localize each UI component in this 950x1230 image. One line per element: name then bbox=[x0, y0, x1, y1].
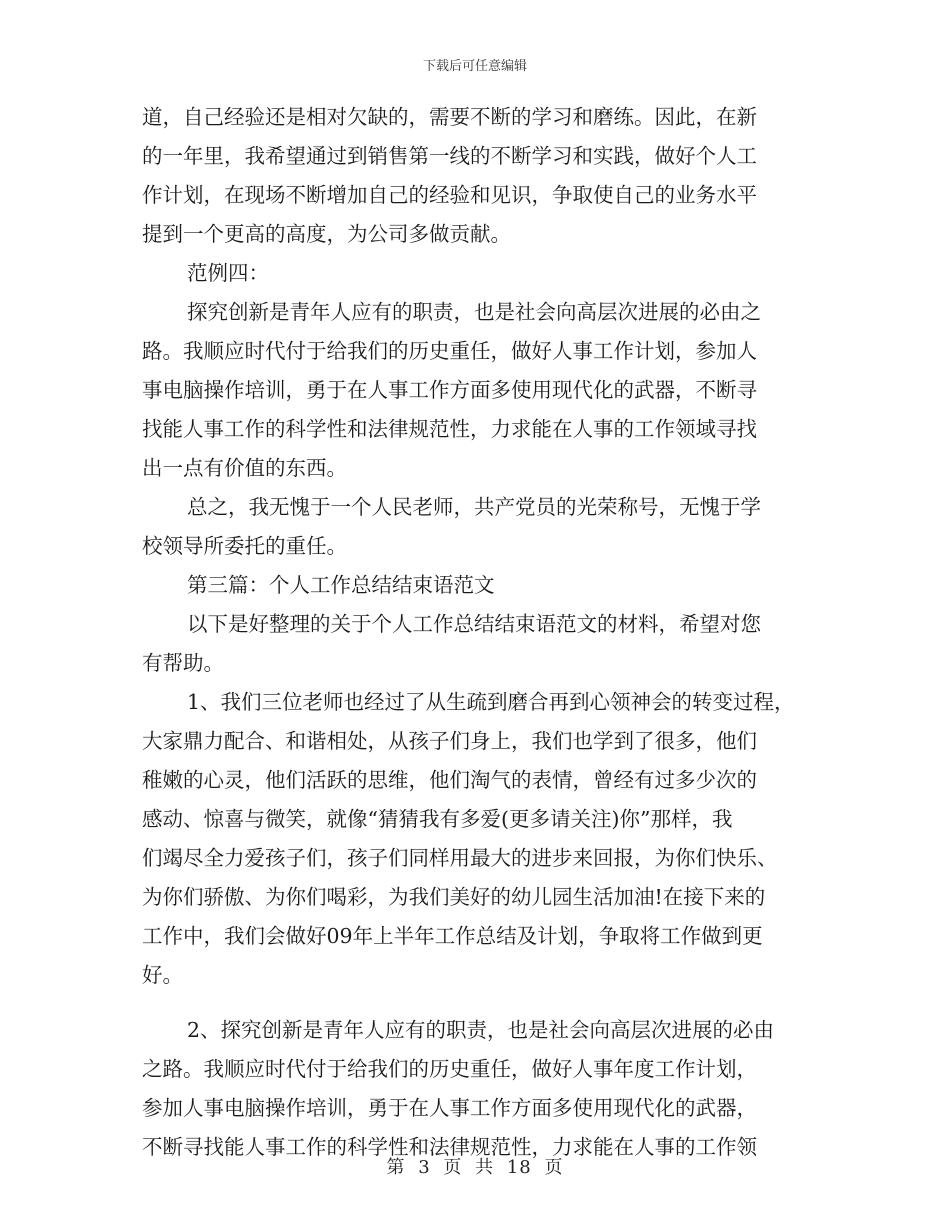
text-line: 稚嫩的心灵，他们活跃的思维，他们淘气的表情，曾经有过多少次的 bbox=[142, 768, 757, 792]
section-heading: 第三篇：个人工作总结结束语范文 bbox=[187, 573, 495, 597]
text-line: 工作中，我们会做好09年上半年工作总结及计划，争取将工作做到更 bbox=[142, 924, 763, 948]
text-line: 作计划，在现场不断增加自己的经验和见识，争取使自己的业务水平 bbox=[142, 183, 757, 207]
text-line: 参加人事电脑操作培训，勇于在人事工作方面多使用现代化的武器， bbox=[142, 1096, 757, 1120]
text-line: 事电脑操作培训，勇于在人事工作方面多使用现代化的武器，不断寻 bbox=[142, 378, 757, 402]
text-line: 探究创新是青年人应有的职责，也是社会向高层次进展的必由之 bbox=[187, 300, 761, 324]
text-line: 好。 bbox=[142, 963, 183, 987]
text-line: 大家鼎力配合、和谐相处，从孩子们身上，我们也学到了很多，他们 bbox=[142, 729, 757, 753]
page-number-footer: 第 3 页 共 18 页 bbox=[386, 1157, 564, 1178]
text-line: 的一年里，我希望通过到销售第一线的不断学习和实践，做好个人工 bbox=[142, 144, 757, 168]
document-body bbox=[142, 98, 802, 1167]
paragraph-gap bbox=[142, 995, 802, 1011]
text-line: 出一点有价值的东西。 bbox=[142, 456, 347, 480]
page-header: 下载后可任意编辑 bbox=[422, 59, 527, 74]
text-line: 感动、惊喜与微笑，就像“猜猜我有多爱(更多请关注)你”那样，我 bbox=[142, 807, 733, 831]
text-line: 不断寻找能人事工作的科学性和法律规范性，力求能在人事的工作领 bbox=[142, 1135, 757, 1159]
text-line: 校领导所委托的重任。 bbox=[142, 534, 347, 558]
text-line: 找能人事工作的科学性和法律规范性，力求能在人事的工作领域寻找 bbox=[142, 417, 757, 441]
text-line: 路。我顺应时代付于给我们的历史重任，做好人事工作计划，参加人 bbox=[142, 339, 757, 363]
text-line: 1、我们三位老师也经过了从生疏到磨合再到心领神会的转变过程， bbox=[187, 690, 795, 714]
section-heading: 范例四： bbox=[187, 261, 269, 285]
text-line: 2、探究创新是青年人应有的职责，也是社会向高层次进展的必由 bbox=[187, 1018, 775, 1042]
text-line: 有帮助。 bbox=[142, 651, 224, 675]
text-line: 为你们骄傲、为你们喝彩，为我们美好的幼儿园生活加油!在接下来的 bbox=[142, 885, 766, 909]
text-line: 以下是好整理的关于个人工作总结结束语范文的材料，希望对您 bbox=[187, 612, 761, 636]
text-line: 提到一个更高的高度，为公司多做贡献。 bbox=[142, 222, 511, 246]
text-line: 们竭尽全力爱孩子们，孩子们同样用最大的进步来回报，为你们快乐、 bbox=[142, 846, 778, 870]
text-line: 总之，我无愧于一个人民老师，共产党员的光荣称号，无愧于学 bbox=[187, 495, 761, 519]
text-line: 道，自己经验还是相对欠缺的，需要不断的学习和磨练。因此，在新 bbox=[142, 105, 757, 129]
text-line: 之路。我顺应时代付于给我们的历史重任，做好人事年度工作计划， bbox=[142, 1057, 757, 1081]
